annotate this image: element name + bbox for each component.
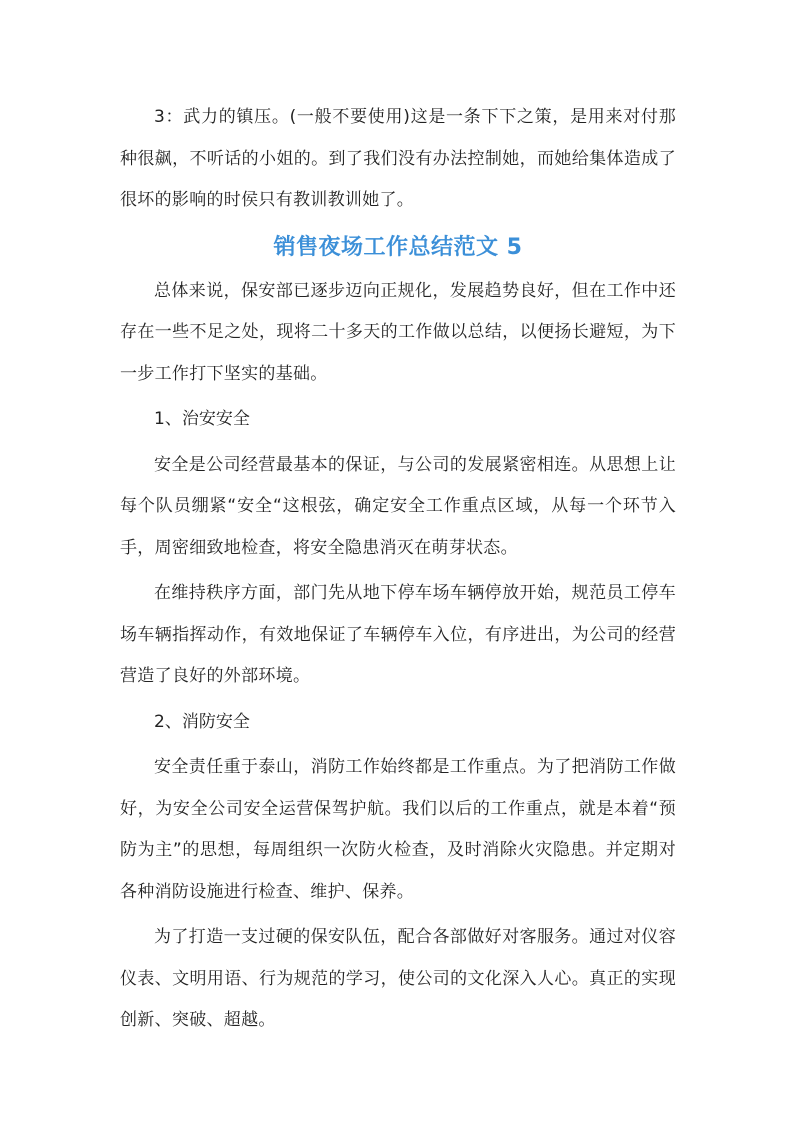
fire-safety-paragraph-1: 安全责任重于泰山，消防工作始终都是工作重点。为了把消防工作做好，为安全公司安全运营保驾护航。我们以后的工作重点，就是本着“预防为主”的思想，每周组织一次防火检查，及时消除火灾隐患。并定期对各种消防设施进行检查、维护、保养。 bbox=[120, 757, 676, 902]
document-title: 销售夜场工作总结范文 5 bbox=[273, 234, 523, 260]
section-heading-security: 1、治安安全 bbox=[154, 409, 250, 429]
security-paragraph-1: 安全是公司经营最基本的保证，与公司的发展紧密相连。从思想上让每个队员绷紧“安全“这根弦，确定安全工作重点区域，从每一个环节入手，周密细致地检查，将安全隐患消灭在萌芽状态。 bbox=[120, 454, 676, 558]
fire-safety-paragraph-2: 为了打造一支过硬的保安队伍，配合各部做好对客服务。通过对仪容仪表、文明用语、行为规范的学习，使公司的文化深入人心。真正的实现创新、突破、超越。 bbox=[120, 927, 676, 1030]
document-page bbox=[120, 97, 676, 1046]
summary-paragraph: 总体来说，保安部已逐步迈向正规化，发展趋势良好，但在工作中还存在一些不足之处，现将二十多天的工作做以总结，以便扬长避短，为下一步工作打下坚实的基础。 bbox=[120, 280, 676, 384]
intro-paragraph: 3：武力的镇压。(一般不要使用)这是一条下下之策，是用来对付那种很飙，不听话的小姐的。到了我们没有办法控制她，而她给集体造成了很坏的影响的时侯只有教训教训她了。 bbox=[120, 107, 676, 210]
section-heading-fire-safety: 2、消防安全 bbox=[154, 711, 250, 732]
security-paragraph-2: 在维持秩序方面，部门先从地下停车场车辆停放开始，规范员工停车场车辆指挥动作，有效地保证了车辆停车入位，有序进出，为公司的经营营造了良好的外部环境。 bbox=[120, 583, 676, 686]
